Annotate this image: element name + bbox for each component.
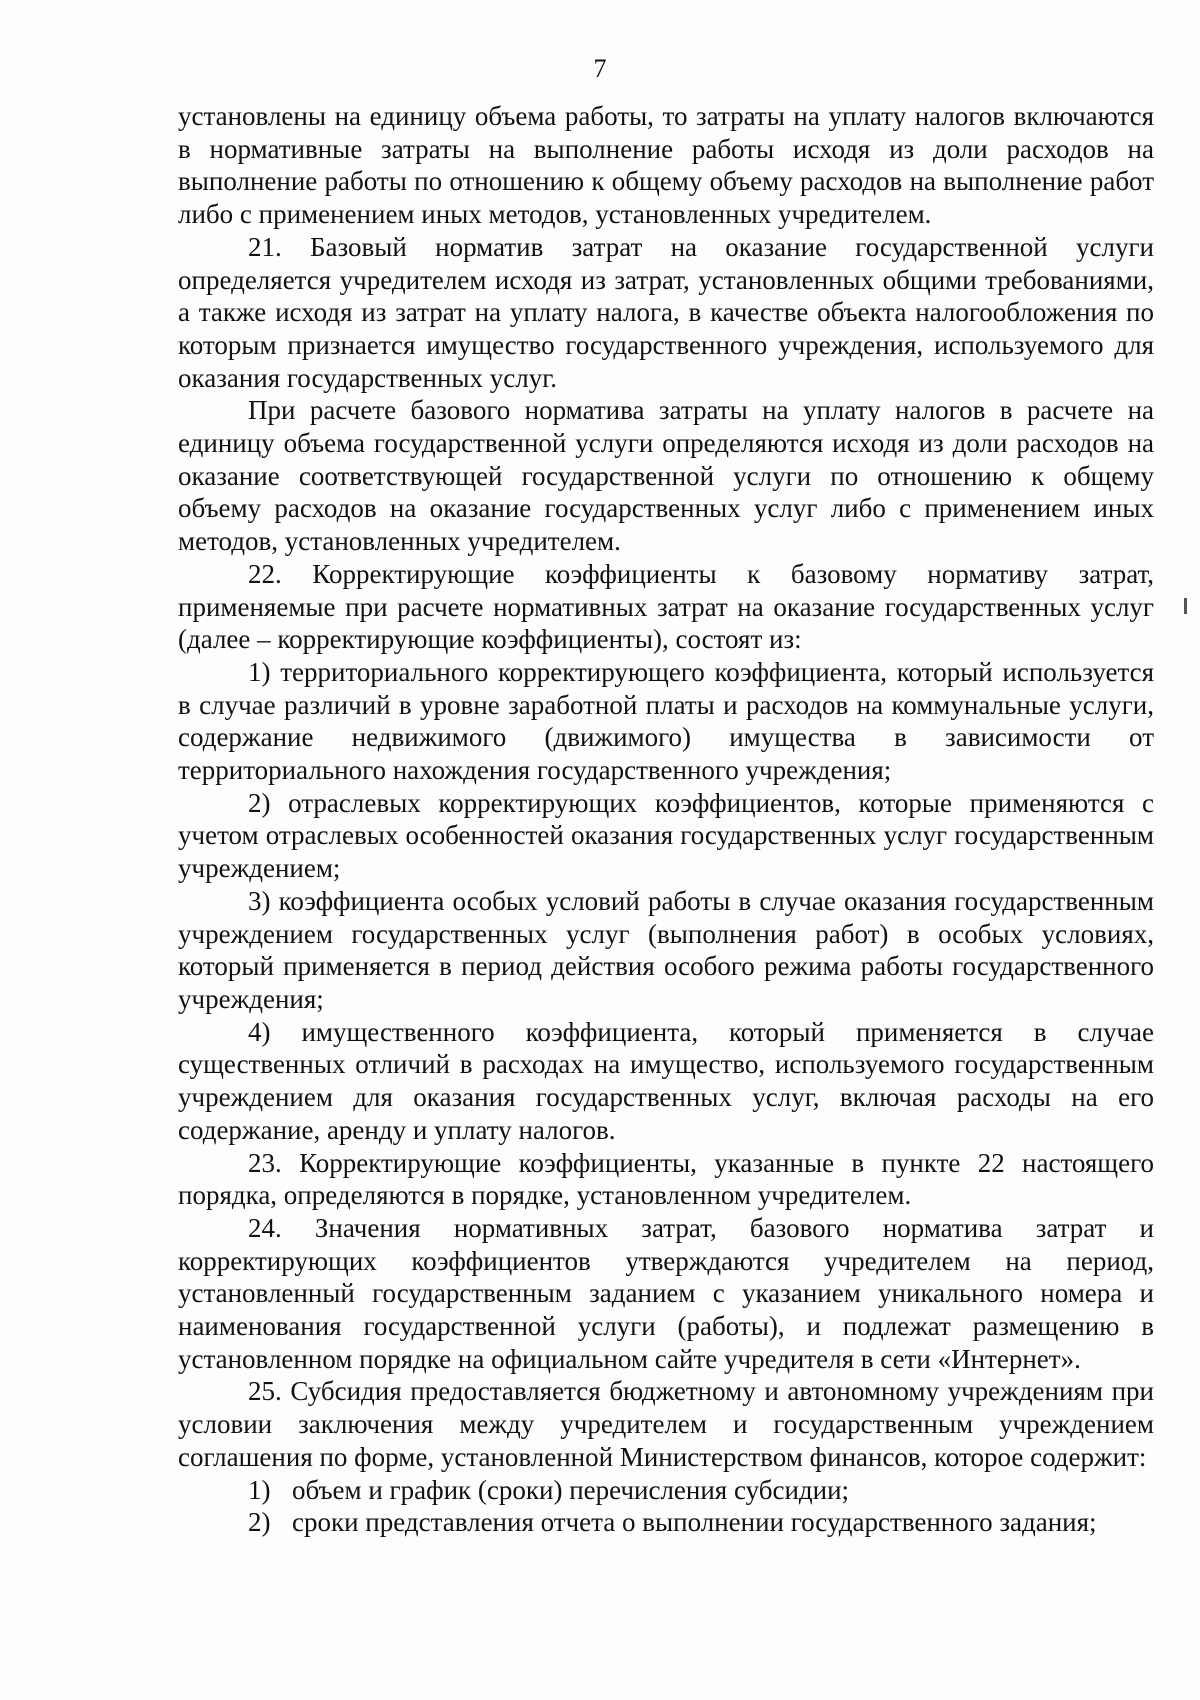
paragraph-25: 25. Субсидия предоставляется бюджетному и автономному учреждениям при условии заключения между учредителем и государственным учреждением соглашения по форме, установленной Министерством финансов, которое содержит: [178,1376,1154,1472]
paragraph-24: 24. Значения нормативных затрат, базового норматива затрат и корректирующих коэффициентов утверждаются учредителем на период, установленный государственным заданием с указанием уникального номера и наименования государственной услуги (работы), и подлежат размещению в установленном порядке на официальном сайте учредителя в сети «Интернет». [178,1212,1154,1374]
list-item-text: объем и график (сроки) перечисления субсидии; [292,1474,850,1505]
paragraph-22-item-3: 3) коэффициента особых условий работы в случае оказания государственным учреждением государственных услуг (выполнения работ) в особых условиях, который применяется в период действия особого режима работы государственного учреждения; [178,885,1154,1014]
paragraph-21-calculation: При расчете базового норматива затраты на уплату налогов в расчете на единицу объема государственной услуги определяются исходя из доли расходов на оказание соответствующей государственной услуги по отношению к общему объему расходов на оказание государственных услуг либо с применением иных методов, установленных учредителем. [178,395,1154,557]
paragraph-22-item-1: 1) территориального корректирующего коэффициента, который используется в случае различий в уровне заработной платы и расходов на коммунальные услуги, содержание недвижимого (движимого) имущества в зависимости от территориального нахождения государственного учреждения; [178,656,1154,786]
paragraph-21: 21. Базовый норматив затрат на оказание государственной услуги определяется учредителем исходя из затрат, установленных общими требованиями, а также исходя из затрат на уплату налога, в качестве объекта налогообложения по которым признается имущество государственного учреждения, используемого для оказания государственных услуг. [178,231,1154,393]
list-item-number: 2) [248,1507,271,1538]
paragraph-25-item-1 [178,1474,1154,1507]
scan-artifact-mark [1184,598,1187,614]
paragraph-22-item-4: 4) имущественного коэффициента, который применяется в случае существенных отличий в расходах на имущество, используемого государственным учреждением для оказания государственных услуг, включая расходы на его содержание, аренду и уплату налогов. [178,1016,1154,1145]
paragraph-continuation: установлены на единицу объема работы, то затраты на уплату налогов включаются в нормативные затраты на выполнение работы исходя из доли расходов на выполнение работы по отношению к общему объему расходов на выполнение работ либо с применением иных методов, установленных учредителем. [178,101,1154,230]
paragraph-23: 23. Корректирующие коэффициенты, указанные в пункте 22 настоящего порядка, определяются в порядке, установленном учредителем. [178,1147,1154,1211]
paragraph-22-item-2: 2) отраслевых корректирующих коэффициентов, которые применяются с учетом отраслевых особенностей оказания государственных услуг государственным учреждением; [178,787,1154,884]
list-item-text: сроки представления отчета о выполнении государственного задания; [292,1507,1097,1538]
document-body [178,100,1154,1539]
page-number: 7 [593,54,607,83]
list-item-number: 1) [248,1474,271,1505]
paragraph-22: 22. Корректирующие коэффициенты к базовому нормативу затрат, применяемые при расчете нормативных затрат на оказание государственных услуг (далее – корректирующие коэффициенты), состоят из: [178,558,1154,655]
paragraph-25-item-2 [178,1506,1154,1539]
